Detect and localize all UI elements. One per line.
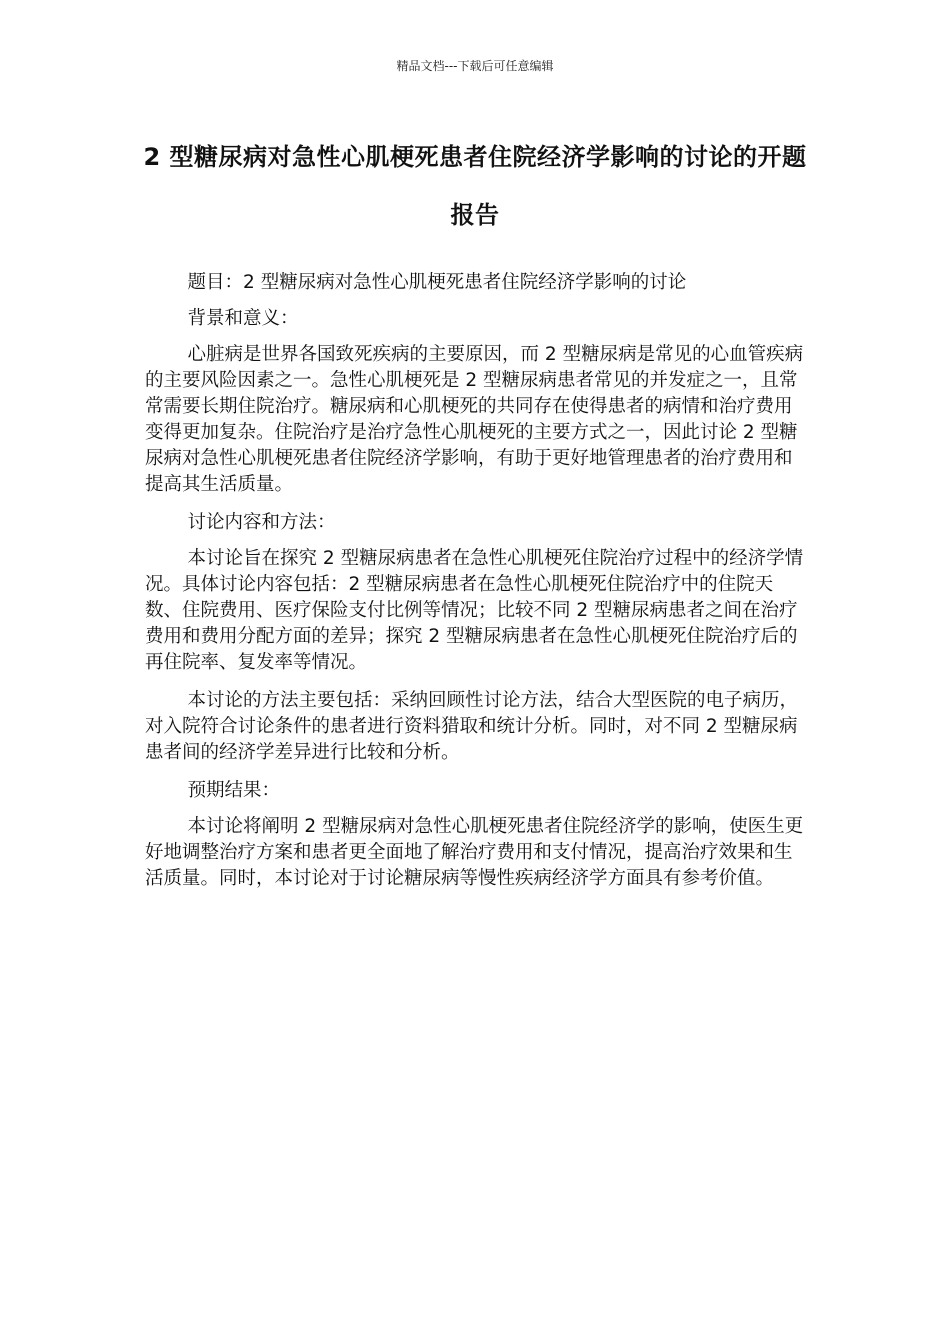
topic-line: 题目：2 型糖尿病对急性心肌梗死患者住院经济学影响的讨论: [187, 272, 687, 293]
content-paragraph: 本讨论旨在探究 2 型糖尿病患者在急性心肌梗死住院治疗过程中的经济学情况。具体讨论内容包括：2 型糖尿病患者在急性心肌梗死住院治疗中的住院天数、住院费用、医疗保险支付比例等情况；比较不同 2 型糖尿病患者之间在治疗费用和费用分配方面的差异；探究 2 型糖尿病患者在急性心肌梗死住院治疗后的再住院率、复发率等情况。: [145, 548, 804, 673]
page-header: 精品文档---下载后可任意编辑: [396, 59, 554, 73]
background-paragraph: 心脏病是世界各国致死疾病的主要原因，而 2 型糖尿病是常见的心血管疾病的主要风险因素之一。急性心肌梗死是 2 型糖尿病患者常见的并发症之一，且常常需要长期住院治疗。糖尿病和心肌梗死的共同存在使得患者的病情和治疗费用变得更加复杂。住院治疗是治疗急性心肌梗死的主要方式之一，因此讨论 2 型糖尿病对急性心肌梗死患者住院经济学影响，有助于更好地管理患者的治疗费用和提高其生活质量。: [145, 344, 804, 495]
section-heading-background: 背景和意义：: [187, 308, 299, 329]
document-body: [145, 270, 810, 904]
methods-paragraph: 本讨论的方法主要包括：采纳回顾性讨论方法，结合大型医院的电子病历，对入院符合讨论条件的患者进行资料猎取和统计分析。同时，对不同 2 型糖尿病患者间的经济学差异进行比较和分析。: [145, 690, 799, 763]
results-paragraph: 本讨论将阐明 2 型糖尿病对急性心肌梗死患者住院经济学的影响，使医生更好地调整治疗方案和患者更全面地了解治疗费用和支付情况，提高治疗效果和生活质量。同时，本讨论对于讨论糖尿病等慢性疾病经济学方面具有参考价值。: [145, 816, 804, 889]
section-heading-methods: 讨论内容和方法：: [187, 512, 336, 533]
section-heading-results: 预期结果：: [187, 780, 281, 801]
document-title: 2 型糖尿病对急性心肌梗死患者住院经济学影响的讨论的开题报告: [143, 143, 807, 229]
